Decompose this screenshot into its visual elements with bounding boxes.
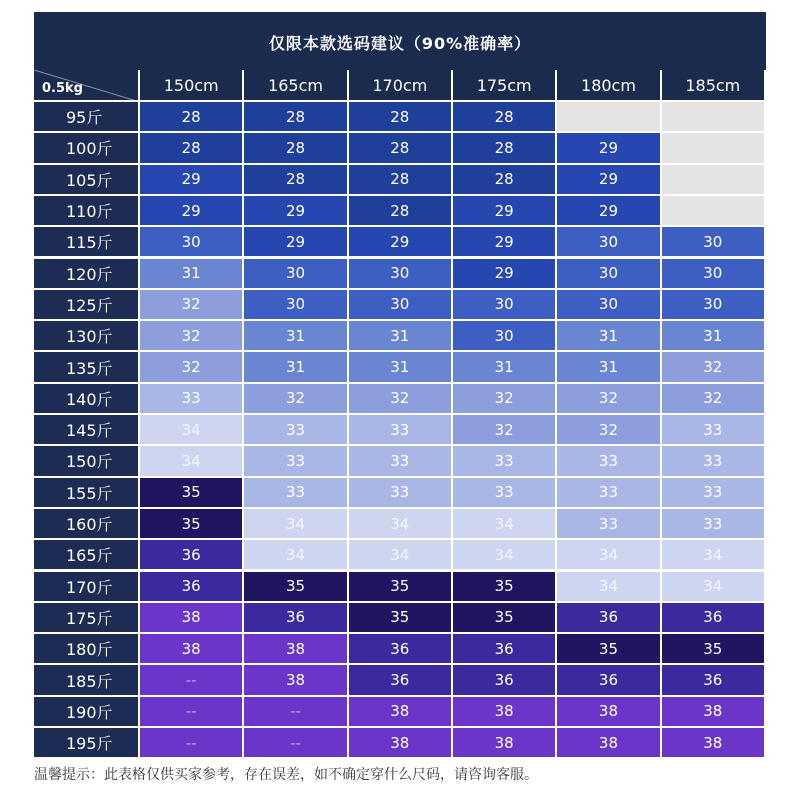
size-cell: 32 [557,415,661,446]
size-cell: 35 [453,572,557,603]
row-header: 115斤 [34,227,140,258]
size-cell: 36 [662,665,766,696]
size-cell: 31 [453,352,557,383]
size-cell: 29 [557,196,661,227]
size-cell: 38 [453,728,557,759]
size-cell: 34 [557,572,661,603]
size-cell: 35 [453,603,557,634]
size-cell: 38 [453,697,557,728]
size-cell: 33 [453,478,557,509]
size-cell: 32 [662,352,766,383]
row-header: 130斤 [34,321,140,352]
column-header: 170cm [349,70,453,102]
size-cell: 33 [453,446,557,477]
size-cell: 31 [244,321,348,352]
size-cell: 36 [453,665,557,696]
footnote: 温馨提示：此表格仅供买家参考，存在误差，如不确定穿什么尺码，请咨询客服。 [34,767,538,783]
size-cell: 32 [557,384,661,415]
size-cell: 36 [244,603,348,634]
row-header: 160斤 [34,509,140,540]
size-cell: 34 [244,509,348,540]
size-cell: 31 [557,321,661,352]
size-cell: 38 [140,634,244,665]
size-cell: 34 [453,509,557,540]
size-cell: 31 [349,352,453,383]
size-cell: 29 [557,133,661,164]
row-header: 145斤 [34,415,140,446]
column-header: 180cm [557,70,661,102]
row-header: 100斤 [34,133,140,164]
size-cell: 33 [557,446,661,477]
size-cell: 34 [140,446,244,477]
size-cell: 30 [349,259,453,290]
size-cell: 34 [453,540,557,571]
size-cell: 33 [140,384,244,415]
size-cell: 36 [349,665,453,696]
size-cell: 34 [662,540,766,571]
size-cell: -- [140,665,244,696]
size-cell: 31 [557,352,661,383]
row-header: 190斤 [34,697,140,728]
row-header: 170斤 [34,572,140,603]
size-cell: 28 [453,165,557,196]
size-cell: 29 [244,227,348,258]
size-cell: 38 [349,697,453,728]
size-cell: -- [244,728,348,759]
size-cell: 33 [349,446,453,477]
size-cell: 30 [453,321,557,352]
size-cell [662,196,766,227]
size-cell: 38 [662,728,766,759]
size-cell: 33 [557,509,661,540]
size-cell: 28 [453,102,557,133]
size-cell: 32 [349,384,453,415]
size-cell: 38 [557,728,661,759]
size-cell: 33 [557,478,661,509]
size-cell: 33 [662,415,766,446]
row-header: 95斤 [34,102,140,133]
row-header: 175斤 [34,603,140,634]
size-cell: 34 [662,572,766,603]
size-cell: 29 [453,227,557,258]
size-cell: -- [140,728,244,759]
size-cell: 34 [349,509,453,540]
row-header: 155斤 [34,478,140,509]
size-cell: 36 [140,572,244,603]
size-cell: 32 [140,290,244,321]
size-cell: 28 [244,165,348,196]
size-cell: 33 [662,446,766,477]
size-cell [662,102,766,133]
size-cell: 28 [140,133,244,164]
size-cell: 38 [662,697,766,728]
corner-header [34,70,140,102]
size-cell [662,165,766,196]
size-cell: 38 [244,634,348,665]
size-cell: -- [244,697,348,728]
size-cell: -- [140,697,244,728]
size-cell: 35 [244,572,348,603]
row-header: 165斤 [34,540,140,571]
size-cell: 38 [244,665,348,696]
size-cell: 36 [557,665,661,696]
column-header: 185cm [662,70,766,102]
size-cell: 30 [244,290,348,321]
size-cell: 33 [244,478,348,509]
size-cell: 28 [349,102,453,133]
size-cell: 30 [453,290,557,321]
size-cell: 36 [453,634,557,665]
size-cell: 28 [244,133,348,164]
size-cell: 29 [557,165,661,196]
size-cell: 32 [453,415,557,446]
size-cell: 34 [244,540,348,571]
size-cell: 28 [244,102,348,133]
size-cell: 33 [662,478,766,509]
size-cell: 28 [140,102,244,133]
size-cell: 35 [662,634,766,665]
size-cell: 32 [140,321,244,352]
size-cell: 30 [662,227,766,258]
size-cell: 29 [244,196,348,227]
size-cell [557,102,661,133]
row-header: 125斤 [34,290,140,321]
size-cell: 31 [244,352,348,383]
size-cell: 38 [557,697,661,728]
row-header: 180斤 [34,634,140,665]
size-cell: 28 [453,133,557,164]
size-cell: 36 [140,540,244,571]
row-header: 120斤 [34,259,140,290]
row-header: 185斤 [34,665,140,696]
row-header: 150斤 [34,446,140,477]
size-cell: 31 [662,321,766,352]
chart-title: 仅限本款选码建议（90%准确率） [34,12,766,70]
size-cell: 32 [244,384,348,415]
size-cell: 32 [453,384,557,415]
size-cell: 35 [349,603,453,634]
size-chart [34,12,766,760]
row-header: 105斤 [34,165,140,196]
size-cell: 34 [140,415,244,446]
size-cell: 33 [349,415,453,446]
size-table [34,70,766,770]
size-cell: 30 [140,227,244,258]
size-cell: 33 [244,415,348,446]
size-cell: 33 [244,446,348,477]
size-cell: 30 [557,290,661,321]
size-cell: 33 [662,509,766,540]
column-header: 150cm [140,70,244,102]
size-cell: 36 [662,603,766,634]
size-cell: 30 [662,259,766,290]
column-header: 175cm [453,70,557,102]
size-cell: 38 [140,603,244,634]
row-header: 195斤 [34,728,140,759]
corner-label: 0.5kg [42,81,83,96]
row-header: 110斤 [34,196,140,227]
size-cell: 35 [140,509,244,540]
size-cell: 29 [349,227,453,258]
size-cell: 28 [349,196,453,227]
size-cell: 31 [140,259,244,290]
size-cell: 29 [140,165,244,196]
size-cell: 30 [244,259,348,290]
size-cell: 33 [349,478,453,509]
size-cell: 28 [349,165,453,196]
size-cell [662,133,766,164]
size-cell: 28 [349,133,453,164]
size-cell: 38 [349,728,453,759]
size-cell: 31 [349,321,453,352]
size-cell: 34 [349,540,453,571]
size-cell: 36 [349,634,453,665]
size-cell: 30 [557,259,661,290]
size-cell: 29 [140,196,244,227]
size-cell: 35 [140,478,244,509]
size-cell: 29 [453,259,557,290]
size-cell: 32 [140,352,244,383]
row-header: 140斤 [34,384,140,415]
size-cell: 32 [662,384,766,415]
size-cell: 34 [557,540,661,571]
size-cell: 36 [557,603,661,634]
size-cell: 29 [453,196,557,227]
column-header: 165cm [244,70,348,102]
size-cell: 35 [349,572,453,603]
row-header: 135斤 [34,352,140,383]
size-cell: 30 [557,227,661,258]
size-cell: 30 [662,290,766,321]
size-cell: 35 [557,634,661,665]
size-cell: 30 [349,290,453,321]
